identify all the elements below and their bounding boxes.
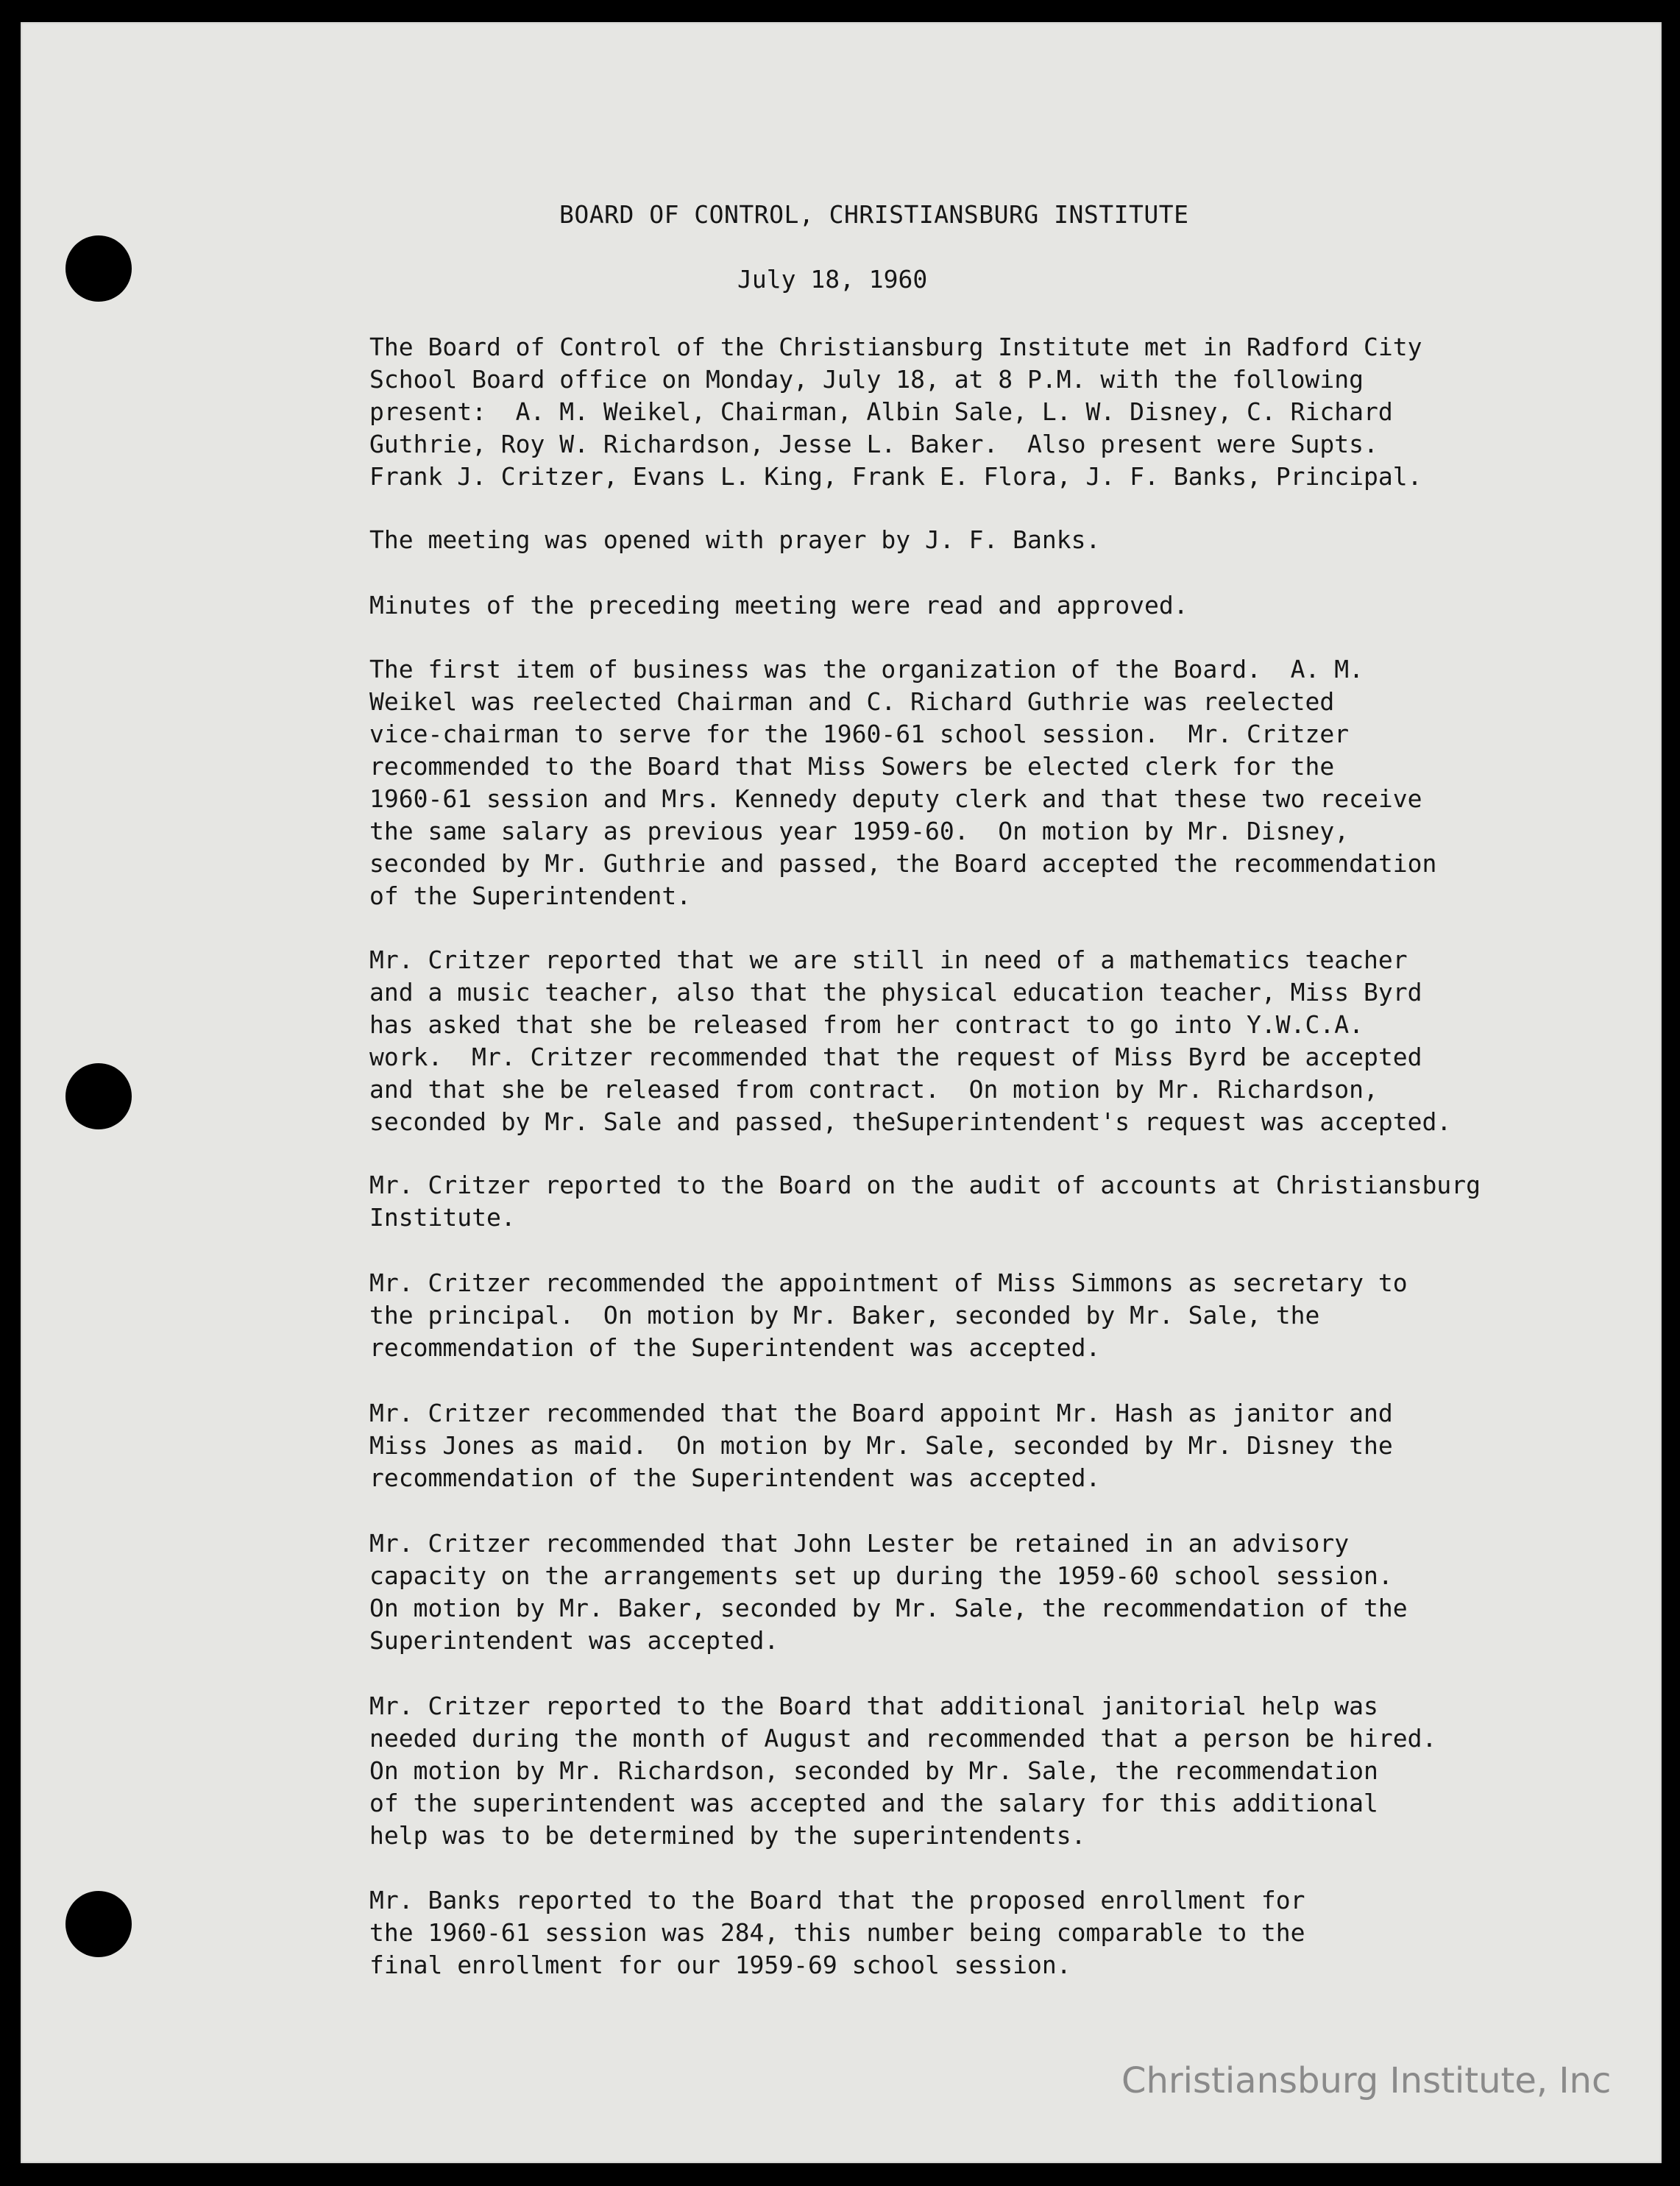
paragraph-attendance (369, 331, 1620, 493)
text-line: the 1960-61 session was 284, this number being comparable to the (369, 1918, 1305, 1947)
paragraph-prayer (369, 524, 1620, 556)
text-line: The first item of business was the organization of the Board. A. M. (369, 655, 1364, 684)
paragraph-secretary (369, 1267, 1620, 1364)
text-line: The Board of Control of the Christiansburg Institute met in Radford City (369, 333, 1422, 361)
text-line: capacity on the arrangements set up during the 1959-60 school session. (369, 1561, 1393, 1590)
text-line: needed during the month of August and recommended that a person be hired. (369, 1724, 1437, 1753)
text-line: On motion by Mr. Richardson, seconded by Mr. Sale, the recommendation (369, 1756, 1378, 1785)
paragraph-janitorial-help (369, 1690, 1620, 1852)
text-line: Mr. Critzer reported to the Board on the audit of accounts at Christiansburg (369, 1171, 1481, 1199)
text-line: Minutes of the preceding meeting were read and approved. (369, 591, 1188, 620)
paragraph-advisory (369, 1527, 1620, 1657)
paragraph-audit (369, 1169, 1620, 1234)
text-line: Mr. Banks reported to the Board that the proposed enrollment for (369, 1886, 1305, 1914)
text-line: the same salary as previous year 1959-60. On motion by Mr. Disney, (369, 817, 1350, 845)
text-line: and a music teacher, also that the physical education teacher, Miss Byrd (369, 978, 1422, 1007)
text-line: of the Superintendent. (369, 881, 692, 910)
paragraph-enrollment (369, 1884, 1620, 1981)
watermark: Christiansburg Institute, Inc (1121, 2060, 1612, 2101)
text-line: the principal. On motion by Mr. Baker, seconded by Mr. Sale, the (369, 1301, 1320, 1330)
text-line: vice-chairman to serve for the 1960-61 school session. Mr. Critzer (369, 720, 1350, 748)
text-line: present: A. M. Weikel, Chairman, Albin Sale, L. W. Disney, C. Richard (369, 397, 1393, 426)
text-line: recommended to the Board that Miss Sowers be elected clerk for the (369, 752, 1335, 781)
text-line: Superintendent was accepted. (369, 1626, 779, 1655)
text-line: seconded by Mr. Sale and passed, theSuperintendent's request was accepted. (369, 1107, 1452, 1136)
text-line: and that she be released from contract. On motion by Mr. Richardson, (369, 1075, 1378, 1104)
document-date: July 18, 1960 (737, 265, 928, 294)
text-line: Mr. Critzer recommended the appointment of Miss Simmons as secretary to (369, 1268, 1408, 1297)
text-line: has asked that she be released from her contract to go into Y.W.C.A. (369, 1010, 1364, 1039)
text-line: 1960-61 session and Mrs. Kennedy deputy clerk and that these two receive (369, 784, 1422, 813)
text-line: seconded by Mr. Guthrie and passed, the Board accepted the recommendation (369, 849, 1437, 878)
paragraph-organization (369, 653, 1620, 912)
document-title: BOARD OF CONTROL, CHRISTIANSBURG INSTITUTE (559, 200, 1189, 229)
text-line: School Board office on Monday, July 18, at 8 P.M. with the following (369, 365, 1364, 394)
paragraph-minutes (369, 589, 1620, 622)
paragraph-teachers (369, 944, 1620, 1138)
text-line: recommendation of the Superintendent was accepted. (369, 1333, 1101, 1362)
text-line: Weikel was reelected Chairman and C. Richard Guthrie was reelected (369, 687, 1335, 716)
text-line: Mr. Critzer recommended that John Lester be retained in an advisory (369, 1529, 1350, 1558)
text-line: Mr. Critzer reported that we are still in need of a mathematics teacher (369, 945, 1408, 974)
text-line: help was to be determined by the superintendents. (369, 1821, 1086, 1850)
text-line: Mr. Critzer reported to the Board that additional janitorial help was (369, 1692, 1378, 1720)
text-line: Mr. Critzer recommended that the Board appoint Mr. Hash as janitor and (369, 1399, 1393, 1427)
text-line: final enrollment for our 1959-69 school session. (369, 1951, 1071, 1979)
text-line: recommendation of the Superintendent was accepted. (369, 1463, 1101, 1492)
text-line: The meeting was opened with prayer by J. F. Banks. (369, 525, 1101, 554)
text-line: Guthrie, Roy W. Richardson, Jesse L. Baker. Also present were Supts. (369, 430, 1378, 458)
text-line: On motion by Mr. Baker, seconded by Mr. Sale, the recommendation of the (369, 1594, 1408, 1622)
text-line: work. Mr. Critzer recommended that the request of Miss Byrd be accepted (369, 1043, 1422, 1071)
text-line: Miss Jones as maid. On motion by Mr. Sale, seconded by Mr. Disney the (369, 1431, 1393, 1460)
text-line: Institute. (369, 1203, 516, 1232)
text-line: Frank J. Critzer, Evans L. King, Frank E. Flora, J. F. Banks, Principal. (369, 462, 1422, 491)
text-line: of the superintendent was accepted and the salary for this additional (369, 1789, 1378, 1817)
paragraph-janitor (369, 1397, 1620, 1494)
